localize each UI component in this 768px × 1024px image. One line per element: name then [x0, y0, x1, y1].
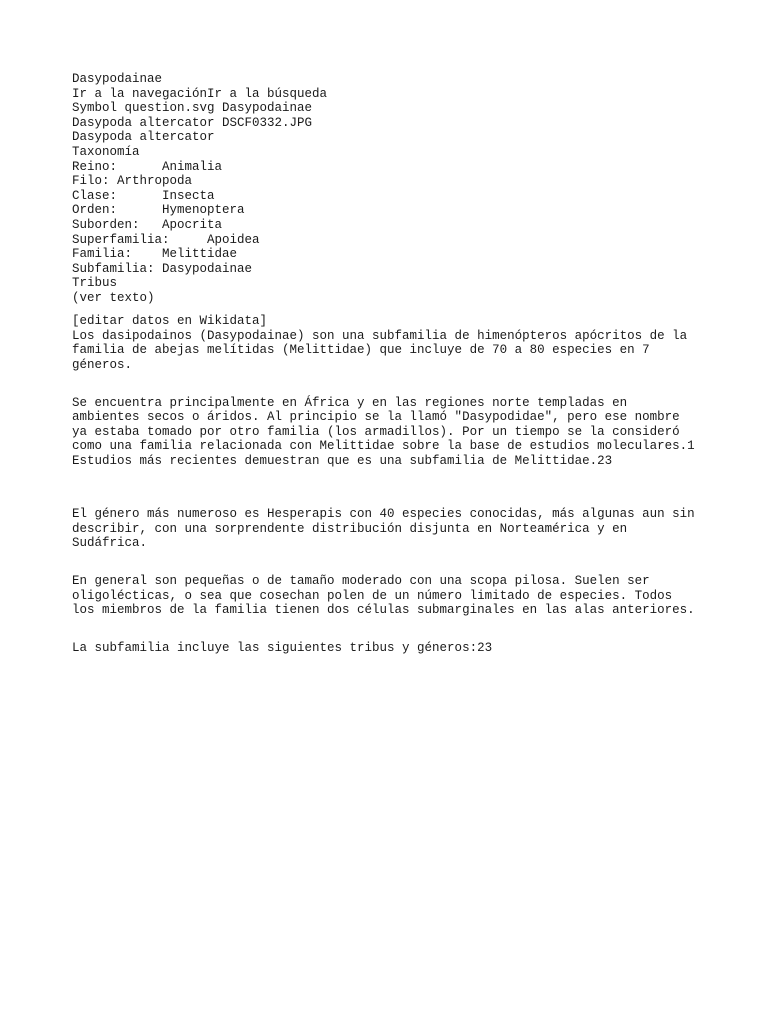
taxobox-label: Suborden:	[72, 217, 163, 232]
paragraph-line: los miembros de la familia tienen dos células submarginales en las alas anteriores.	[72, 603, 695, 618]
taxobox-row-familia	[72, 247, 712, 262]
taxobox-value[interactable]: Apoidea	[207, 232, 260, 247]
taxobox-value: Dasypodainae	[162, 261, 253, 276]
paragraph-line: Estudios más recientes demuestran que es una subfamilia de Melittidae.23	[72, 454, 613, 469]
taxobox-tribus-label: Tribus	[72, 276, 118, 291]
paragraph-line: Sudáfrica.	[72, 536, 148, 551]
spacer	[72, 306, 712, 315]
taxobox-row-superfamilia	[72, 233, 712, 248]
taxobox-value[interactable]: Arthropoda	[117, 174, 193, 189]
image-caption: Dasypoda altercator	[72, 130, 215, 145]
image-reference-line: Symbol question.svg Dasypodainae	[72, 101, 313, 116]
taxobox-value[interactable]: Insecta	[162, 188, 215, 203]
paragraph-line: oligolécticas, o sea que cosechan polen de un número limitado de especies. Todos	[72, 588, 673, 603]
spacer-line	[72, 627, 712, 642]
spacer	[72, 372, 712, 381]
taxobox-label: Subfamilia:	[72, 261, 163, 276]
taxobox-row-clase	[72, 189, 712, 204]
paragraph-distribution	[72, 396, 712, 469]
taxobox-label: Filo:	[72, 174, 118, 189]
paragraph-line: como una familia relacionada con Melittidae sobre la base de estudios moleculares.1	[72, 439, 695, 454]
taxobox-label: Clase:	[72, 188, 163, 203]
taxobox-label: Orden:	[72, 203, 163, 218]
spacer	[72, 499, 712, 508]
spacer-line	[72, 560, 712, 575]
paragraph-line: Se encuentra principalmente en África y en las regiones norte templadas en	[72, 395, 628, 410]
taxobox-row-filo	[72, 174, 712, 189]
taxobox-row-orden	[72, 203, 712, 218]
taxobox-label: Familia:	[72, 247, 163, 262]
paragraph-intro	[72, 329, 712, 373]
paragraph-line: ambientes secos o áridos. Al principio se la llamó "Dasypodidae", pero ese nombre	[72, 410, 680, 425]
paragraph-morphology	[72, 574, 712, 618]
image-file-line: Dasypoda altercator DSCF0332.JPG	[72, 115, 313, 130]
paragraph-line: familia de abejas melítidas (Melittidae) que incluye de 70 a 80 especies en 7	[72, 343, 650, 358]
taxobox	[72, 145, 712, 306]
spacer	[72, 551, 712, 560]
taxobox-row-suborden	[72, 218, 712, 233]
taxobox-heading: Taxonomía	[72, 144, 140, 159]
paragraph-line: Los dasipodainos (Dasypodainae) son una subfamilia de himenópteros apócritos de la	[72, 328, 688, 343]
spacer	[72, 469, 712, 499]
paragraph-line: En general son pequeñas o de tamaño moderado con una scopa pilosa. Suelen ser	[72, 574, 650, 589]
taxobox-value[interactable]: Melittidae	[162, 247, 238, 262]
taxobox-tribus-value[interactable]: (ver texto)	[72, 290, 155, 305]
document-page	[72, 72, 712, 656]
taxobox-value[interactable]: Animalia	[162, 159, 223, 174]
paragraph-taxa-intro	[72, 641, 712, 656]
taxobox-value[interactable]: Apocrita	[162, 217, 223, 232]
paragraph-line: géneros.	[72, 357, 133, 372]
paragraph-line: describir, con una sorprendente distribución disjunta en Norteamérica y en	[72, 521, 628, 536]
taxobox-label: Reino:	[72, 159, 163, 174]
navigation-links[interactable]: Ir a la navegaciónIr a la búsqueda	[72, 86, 328, 101]
paragraph-line: La subfamilia incluye las siguientes tribus y géneros:23	[72, 641, 493, 656]
taxobox-row-reino	[72, 160, 712, 175]
spacer-line	[72, 381, 712, 396]
taxobox-value[interactable]: Hymenoptera	[162, 203, 245, 218]
taxobox-row-subfamilia	[72, 262, 712, 277]
spacer	[72, 618, 712, 627]
page-title: Dasypodainae	[72, 72, 163, 86]
edit-wikidata-link[interactable]: [editar datos en Wikidata]	[72, 314, 268, 329]
paragraph-genus	[72, 507, 712, 551]
paragraph-line: El género más numeroso es Hesperapis con 40 especies conocidas, más algunas aun sin	[72, 507, 695, 522]
taxobox-label: Superfamilia:	[72, 232, 208, 247]
paragraph-line: ya estaba tomado por otro familia (los armadillos). Por un tiempo se la consideró	[72, 424, 680, 439]
